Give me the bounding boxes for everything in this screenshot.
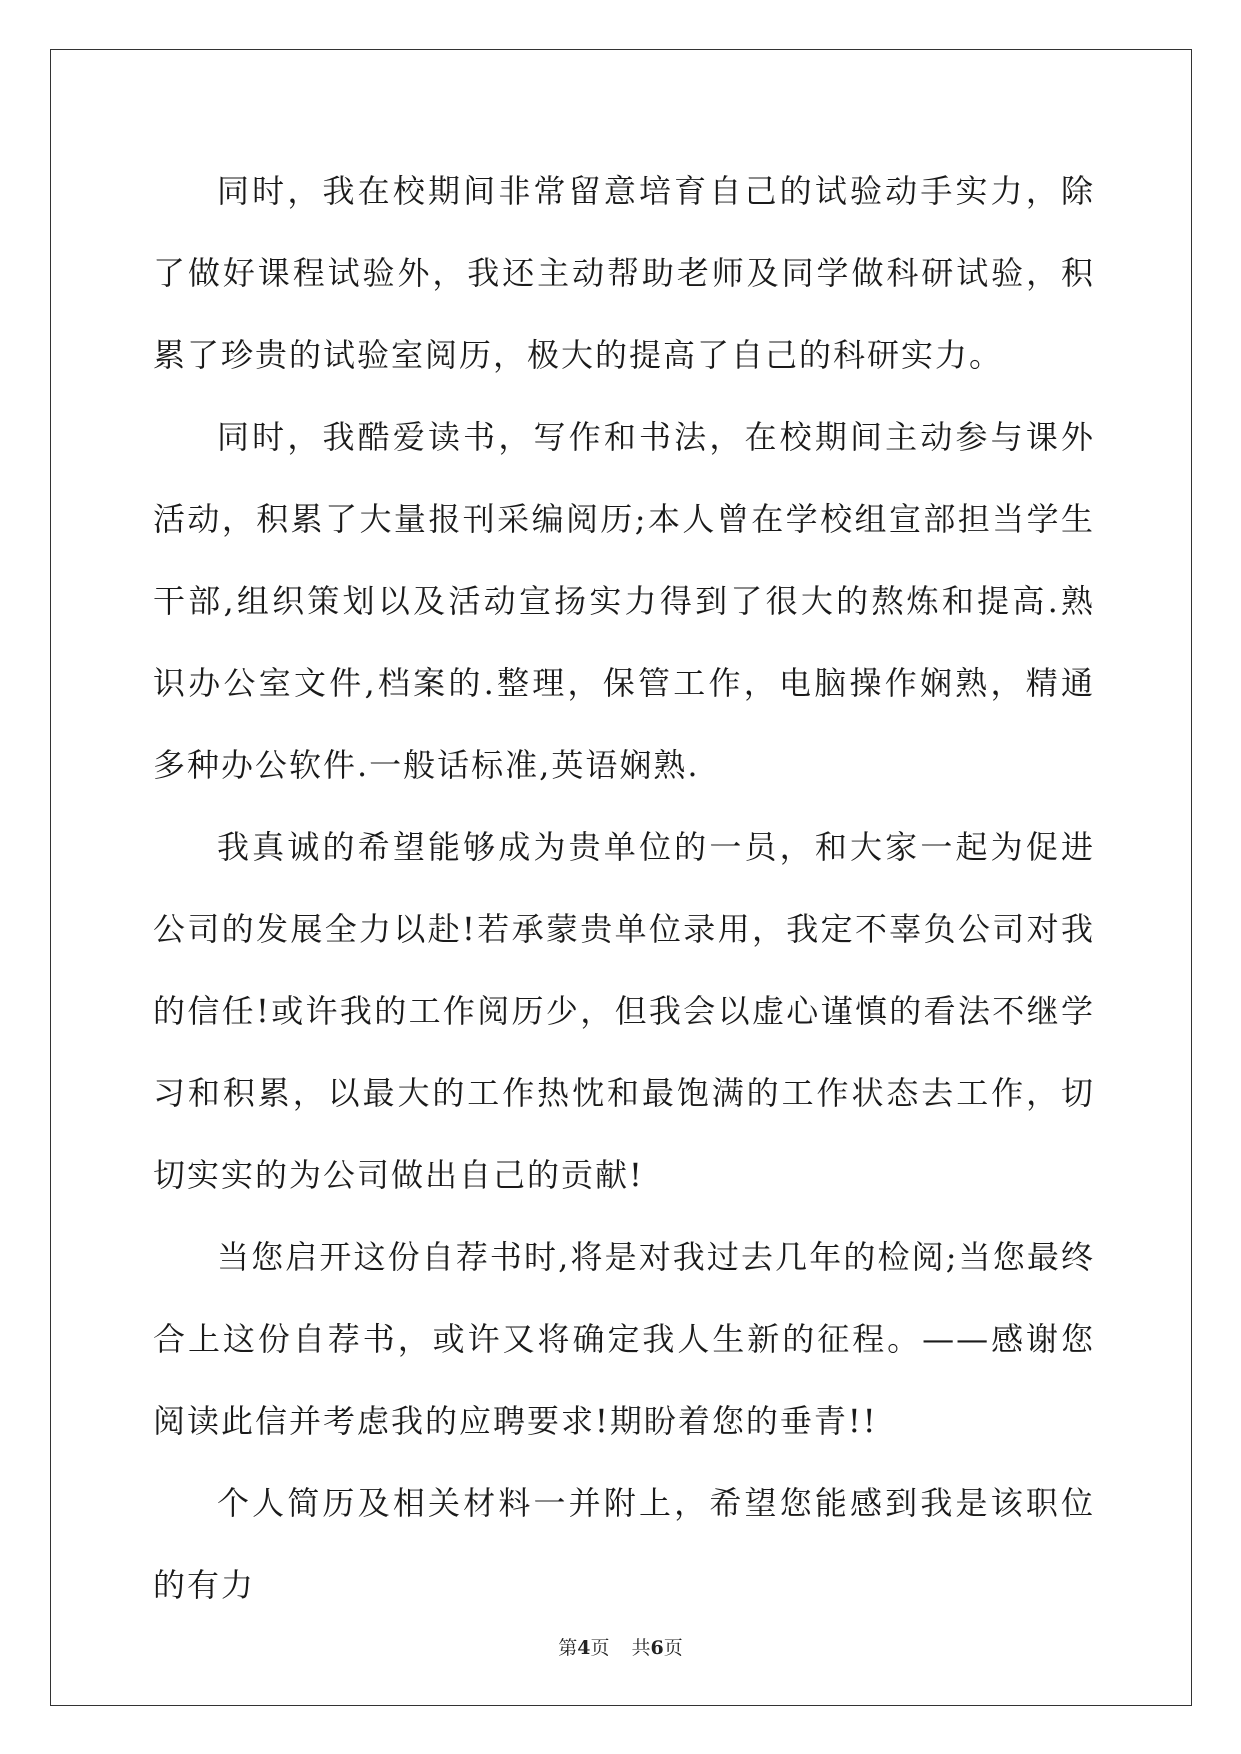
letter-body bbox=[153, 150, 1095, 1626]
total-page-number: 6 bbox=[650, 1637, 664, 1659]
page-suffix: 页 bbox=[590, 1637, 610, 1659]
paragraph-thanks: 当您启开这份自荐书时,将是对我过去几年的检阅;当您最终合上这份自荐书，或许又将确定我人生新的征程。——感谢您阅读此信并考虑我的应聘要求!期盼着您的垂青!! bbox=[153, 1238, 1095, 1440]
page-number-footer bbox=[0, 1633, 1241, 1660]
paragraph-experiment-skills: 同时，我在校期间非常留意培育自己的试验动手实力，除了做好课程试验外，我还主动帮助老师及同学做科研试验，积累了珍贵的试验室阅历，极大的提高了自己的科研实力。 bbox=[153, 172, 1095, 374]
paragraph-hobbies-activities: 同时，我酷爱读书，写作和书法，在校期间主动参与课外活动，积累了大量报刊采编阅历;本人曾在学校组宣部担当学生干部,组织策划以及活动宣扬实力得到了很大的熬炼和提高.熟识办公室文件,档案的.整理，保管工作，电脑操作娴熟，精通多种办公软件.一般话标准,英语娴熟. bbox=[153, 418, 1095, 784]
paragraph-attachments: 个人简历及相关材料一并附上，希望您能感到我是该职位的有力 bbox=[153, 1484, 1095, 1604]
total-prefix: 共 bbox=[631, 1637, 651, 1659]
page-prefix: 第 bbox=[558, 1637, 578, 1659]
current-page-number: 4 bbox=[577, 1637, 591, 1659]
paragraph-hope-to-join: 我真诚的希望能够成为贵单位的一员，和大家一起为促进公司的发展全力以赴!若承蒙贵单位录用，我定不辜负公司对我的信任!或许我的工作阅历少，但我会以虚心谨慎的看法不继学习和积累，以最大的工作热忱和最饱满的工作状态去工作，切切实实的为公司做出自己的贡献! bbox=[153, 828, 1095, 1194]
total-suffix: 页 bbox=[663, 1637, 683, 1659]
